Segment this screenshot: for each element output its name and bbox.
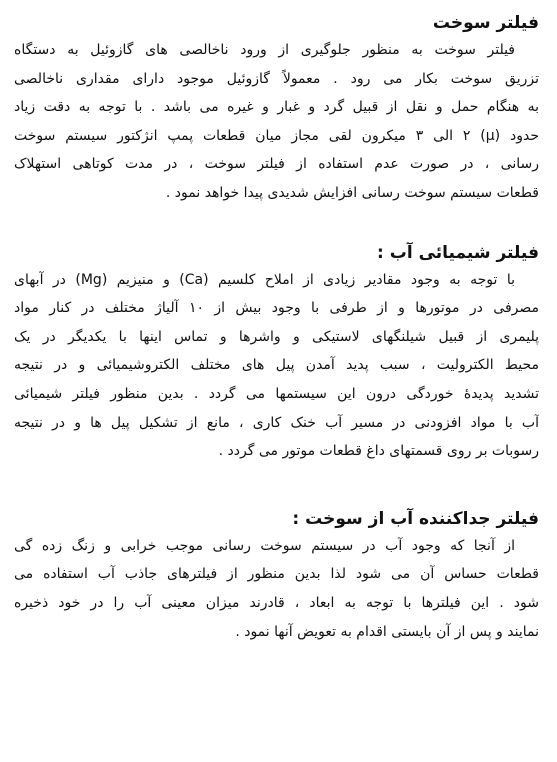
text-line: حدود (μ) ۲ الی ۳ میکرون لقی مجاز میان قطعات پمپ انژکتور سیستم سوخت [14, 127, 539, 144]
text-line: شود . این فیلترها با توجه به ابعاد ، قادرند میزان معینی آب را در خود ذخیره [14, 594, 539, 611]
text-line: رسانی ، در صورت عدم استفاده از فیلتر سوخت ، در مدت کوتاهی استهلاک [14, 156, 539, 173]
text-line: مصرفی در موتورها و از طرفی با وجود بیش از ۱۰ آلیاژ مختلف در کنار مواد [14, 300, 539, 317]
paragraph [14, 532, 539, 646]
text-line: آب با مواد افزودنی در مسیر آب خنک کاری ، مانع از تشکیل پیل ها و در نتیجه [14, 414, 539, 431]
section-chemical-water-filter [14, 240, 539, 466]
section-title: فیلتر جداکننده آب از سوخت : [292, 508, 539, 529]
text-line: محیط الکترولیت ، سبب پدید آمدن پیل های مختلف الکتروشیمیائی و در نتیجه [14, 357, 539, 374]
section-water-separator-filter [14, 506, 539, 646]
section-title: فیلتر شیمیائی آب : [377, 242, 539, 263]
text-line: با توجه به وجود مقادیر زیادی از املاح کلسیم (Ca) و منیزیم (Mg) در آبهای [14, 271, 516, 288]
section-title: فیلتر سوخت [432, 13, 539, 33]
text-line: قطعات سیستم سوخت رسانی افزایش شدیدی پیدا خواهد نمود . [165, 184, 539, 201]
text-line: تزریق سوخت بکار می رود . معمولاً گازوئیل موجود دارای مقداری ناخالصی [14, 70, 539, 87]
text-line: به هنگام حمل و نقل از قبیل گرد و غبار و غیره می باشد . با توجه به دقت زیاد [14, 99, 539, 116]
text-line: پلیمری از قبیل شیلنگهای لاستیکی و واشرها و تماس اینها با یکدیگر در یک [14, 328, 539, 345]
text-line: نمایند و پس از آن بایستی اقدام به تعویض آنها نمود . [235, 623, 539, 640]
text-line: تشدید پدیدهٔ خوردگی درون این سیستمها می گردد . بدین منظور فیلتر شیمیائی [14, 385, 539, 402]
paragraph [14, 266, 539, 466]
section-fuel-filter [14, 10, 539, 208]
text-line: قطعات حساس آن می شود لذا بدین منظور از فیلترهای جاذب آب استفاده می [14, 566, 539, 583]
text-line: رسوبات بر روی قسمتهای داغ قطعات موتور می گردد . [218, 443, 539, 460]
text-line: از آنجا که وجود آب در سیستم سوخت رسانی موجب خرابی و زنگ زده گی [14, 537, 515, 554]
text-line: فیلتر سوخت به منظور جلوگیری از ورود ناخالصی های گازوئیل به دستگاه [14, 42, 515, 58]
paragraph [14, 36, 539, 208]
